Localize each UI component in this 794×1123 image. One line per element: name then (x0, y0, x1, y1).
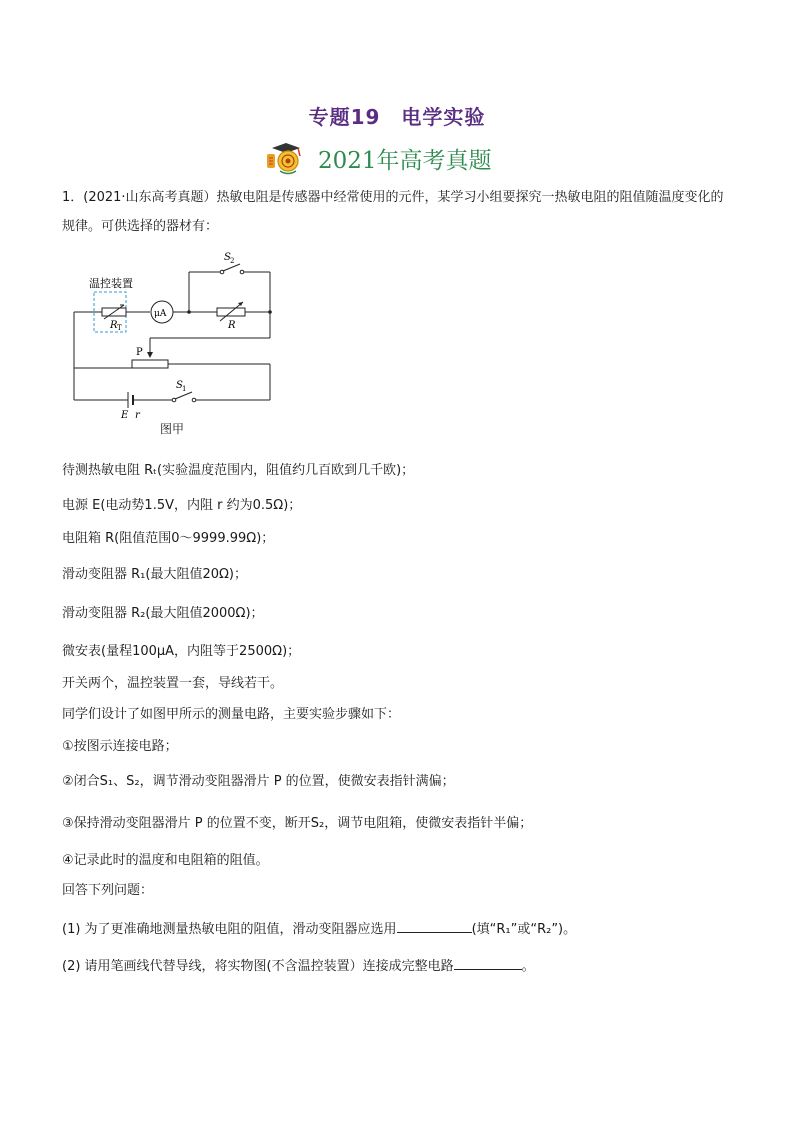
slider-p-label: P (136, 347, 143, 358)
answer-prompt: 回答下列问题： (62, 883, 154, 898)
microammeter-label: μA (154, 309, 167, 319)
temperature-box-label: 温控装置 (89, 277, 133, 290)
item-thermistor: 待测热敏电阻 Rₜ(实验温度范围内，阻值约几百欧到几千欧)； (62, 463, 415, 478)
item-microammeter: 微安表(量程100μA，内阻等于2500Ω)； (62, 644, 301, 659)
switch-s1-label-sub: 1 (182, 385, 187, 393)
subtitle-row (264, 138, 492, 178)
item-switches: 开关两个，温控装置一套，导线若干。 (62, 676, 284, 691)
thermistor-label-sub: T (117, 324, 122, 332)
step-2: ②闭合S₁、S₂，调节滑动变阻器滑片 P 的位置，使微安表指针满偏； (62, 774, 455, 789)
mascot-logo-icon (264, 140, 312, 176)
step-4: ④记录此时的温度和电阻箱的阻值。 (62, 853, 269, 868)
item-rheostat-r2: 滑动变阻器 R₂(最大阻值2000Ω)； (62, 606, 264, 621)
step-1: ①按图示连接电路； (62, 739, 178, 754)
sub-question-1-text: (1) 为了更准确地测量热敏电阻的阻值，滑动变阻器应选用 (62, 922, 397, 937)
thermistor-label: R (110, 320, 118, 331)
sub-question-1-hint: (填“R₁”或“R₂”)。 (471, 922, 577, 937)
switch-s2-label: S (224, 252, 231, 263)
switch-s2-label-sub: 2 (230, 257, 235, 265)
figure-caption: 图甲 (160, 422, 185, 436)
answer-blank-1[interactable] (397, 918, 472, 933)
question-intro: 1．(2021·山东高考真题）热敏电阻是传感器中经常使用的元件，某学习小组要探究一热敏电阻的阻值随温度变化的规律。可供选择的器材有： (62, 190, 724, 234)
page-title: 专题19 电学实验 (308, 105, 486, 129)
sub-question-2 (62, 955, 535, 977)
sub-question-2-text: (2) 请用笔画线代替导线，将实物图(不含温控装置）连接成完整电路 (62, 959, 454, 974)
switch-s1-label: S (176, 380, 183, 391)
item-power-source: 电源 E(电动势1.5V，内阻 r 约为0.5Ω)； (62, 498, 302, 513)
steps-intro: 同学们设计了如图甲所示的测量电路，主要实验步骤如下： (62, 707, 401, 722)
circuit-diagram (62, 244, 312, 423)
item-resistance-box: 电阻箱 R(阻值范围0～9999.99Ω)； (62, 531, 275, 546)
item-rheostat-r1: 滑动变阻器 R₁(最大阻值20Ω)； (62, 567, 247, 582)
section-subtitle: 2021年高考真题 (318, 147, 492, 174)
sub-question-1 (62, 918, 576, 940)
sub-question-2-end: 。 (521, 959, 535, 974)
answer-blank-2[interactable] (454, 955, 522, 970)
step-3: ③保持滑动变阻器滑片 P 的位置不变，断开S₂，调节电阻箱，使微安表指针半偏； (62, 816, 533, 831)
resistor-box-label: R (228, 320, 236, 331)
rheostat-symbol (132, 360, 168, 368)
internal-r-label: r (135, 410, 140, 419)
emf-label: E (121, 410, 129, 419)
